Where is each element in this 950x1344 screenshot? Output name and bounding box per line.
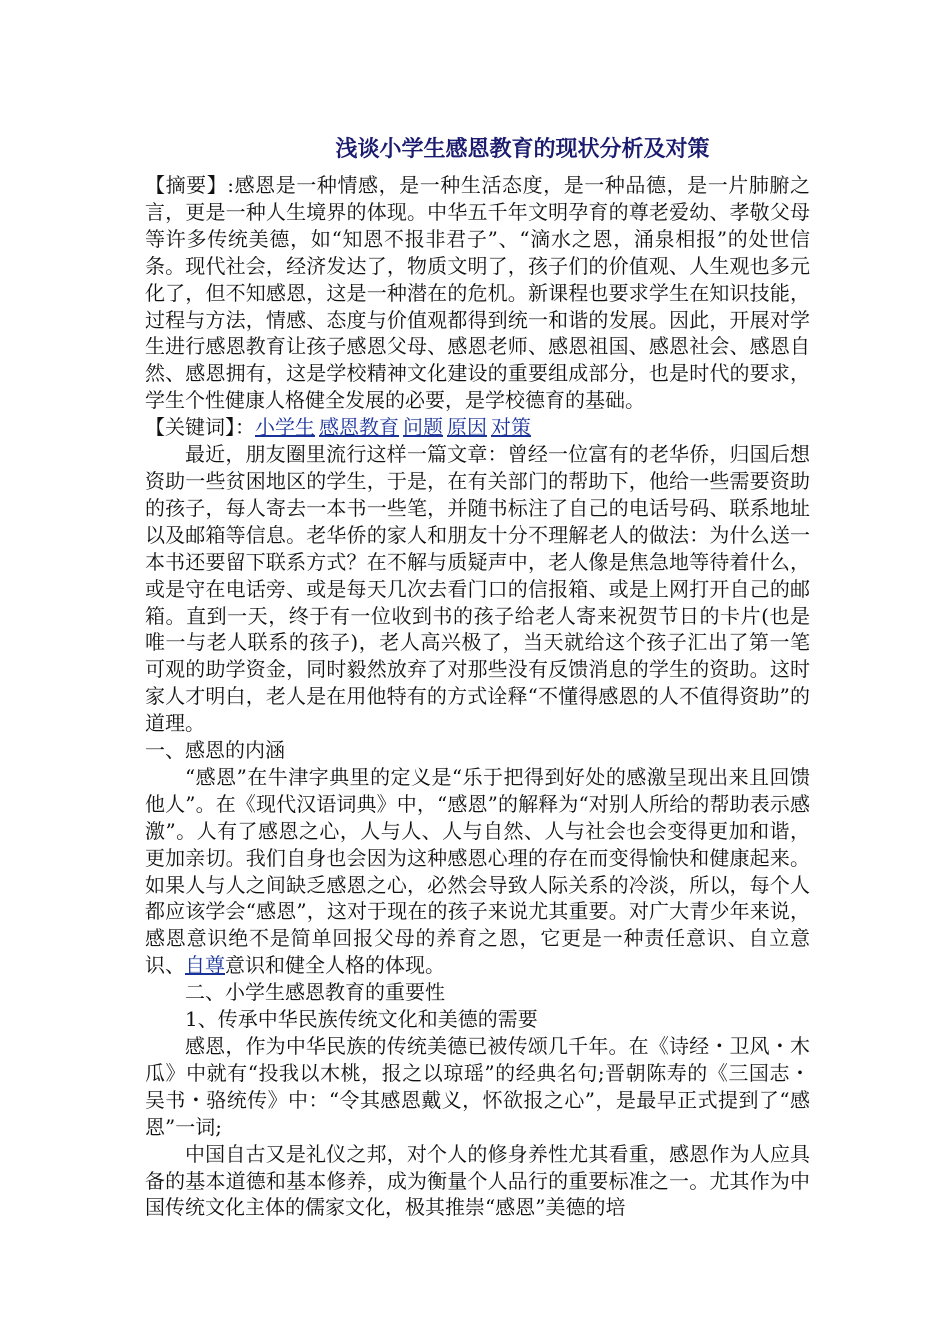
self-respect-link[interactable]: 自尊 bbox=[185, 953, 225, 978]
section2-heading: 二、小学生感恩教育的重要性 bbox=[185, 980, 445, 1005]
section1-text-before: “感恩”在牛津字典里的定义是“乐于把得到好处的感激呈现出来且回馈他人”。在《现代汉语词典》中，“感恩”的解释为“对别人所给的帮助表示感激”。人有了感恩之心，人与人、人与自然、人与社会也会变得更加和谐，更加亲切。我们自身也会因为这种感恩心理的存在而变得愉快和健康起来。如果人与人之间缺乏感恩之心，必然会导致人际关系的冷淡，所以，每个人都应该学会“感恩”，这对于现在的孩子来说尤其重要。对广大青少年来说，感恩意识绝不是简单回报父母的养育之恩，它更是一种责任意识、自立意识、 bbox=[145, 764, 810, 978]
abstract-paragraph bbox=[145, 172, 810, 414]
keyword-link-strategy[interactable]: 对策 bbox=[491, 415, 531, 440]
keyword-link-cause[interactable]: 原因 bbox=[447, 415, 487, 440]
intro-paragraph: 最近，朋友圈里流行这样一篇文章：曾经一位富有的老华侨，归国后想资助一些贫困地区的学生，于是，在有关部门的帮助下，他给一些需要资助的孩子，每人寄去一本书一些笔，并随书标注了自己的电话号码、联系地址以及邮箱等信息。老华侨的家人和朋友十分不理解老人的做法：为什么送一本书还要留下联系方式？在不解与质疑声中，老人像是焦急地等待着什么，或是守在电话旁、或是每天几次去看门口的信报箱、或是上网打开自己的邮箱。直到一天，终于有一位收到书的孩子给老人寄来祝贺节日的卡片(也是唯一与老人联系的孩子)，老人高兴极了，当天就给这个孩子汇出了第一笔可观的助学资金，同时毅然放弃了对那些没有反馈消息的学生的资助。这时家人才明白，老人是在用他特有的方式诠释“不懂得感恩的人不值得资助”的道理。 bbox=[145, 442, 810, 736]
document-page bbox=[145, 134, 810, 1221]
abstract-text: 感恩是一种情感，是一种生活态度，是一种品德，是一片肺腑之言，更是一种人生境界的体现。中华五千年文明孕育的尊老爱幼、孝敬父母等许多传统美德，如“知恩不报非君子”、“滴水之恩，涌泉相报”的处世信条。现代社会，经济发达了，物质文明了，孩子们的价值观、人生观也多元化了，但不知感恩，这是一种潜在的危机。新课程也要求学生在知识技能，过程与方法，情感、态度与价值观都得到统一和谐的发展。因此，开展对学生进行感恩教育让孩子感恩父母、感恩老师、感恩祖国、感恩社会、感恩自然、感恩拥有，这是学校精神文化建设的重要组成部分，也是时代的要求，学生个性健康人格健全发展的必要，是学校德育的基础。 bbox=[145, 173, 810, 413]
section1-text-after: 意识和健全人格的体现。 bbox=[225, 953, 445, 978]
section2-subheading: 1、传承中华民族传统文化和美德的需要 bbox=[185, 1007, 538, 1032]
keyword-link-gratitude-education[interactable]: 感恩教育 bbox=[319, 415, 399, 440]
abstract-label: 【摘要】: bbox=[145, 173, 235, 197]
section2-paragraph-2: 中国自古又是礼仪之邦，对个人的修身养性尤其看重，感恩作为人应具备的基本道德和基本修养，成为衡量个人品行的重要标准之一。尤其作为中国传统文化主体的儒家文化，极其推崇“感恩”美德的培 bbox=[145, 1141, 810, 1220]
section2-paragraph-1: 感恩，作为中华民族的传统美德已被传颂几千年。在《诗经・卫风・木瓜》中就有“投我以木桃，报之以琼瑶”的经典名句;晋朝陈寿的《三国志・吴书・骆统传》中：“令其感恩戴义，怀欲报之心”，是最早正式提到了“感恩”一词; bbox=[145, 1034, 810, 1139]
keyword-link-problem[interactable]: 问题 bbox=[403, 415, 443, 440]
document-title: 浅谈小学生感恩教育的现状分析及对策 bbox=[335, 137, 710, 162]
keywords-line bbox=[145, 414, 810, 441]
keywords-label: 【关键词】： bbox=[145, 415, 255, 440]
section1-heading: 一、感恩的内涵 bbox=[145, 738, 285, 763]
keyword-link-pupil[interactable]: 小学生 bbox=[255, 415, 315, 440]
section1-paragraph bbox=[145, 764, 810, 979]
